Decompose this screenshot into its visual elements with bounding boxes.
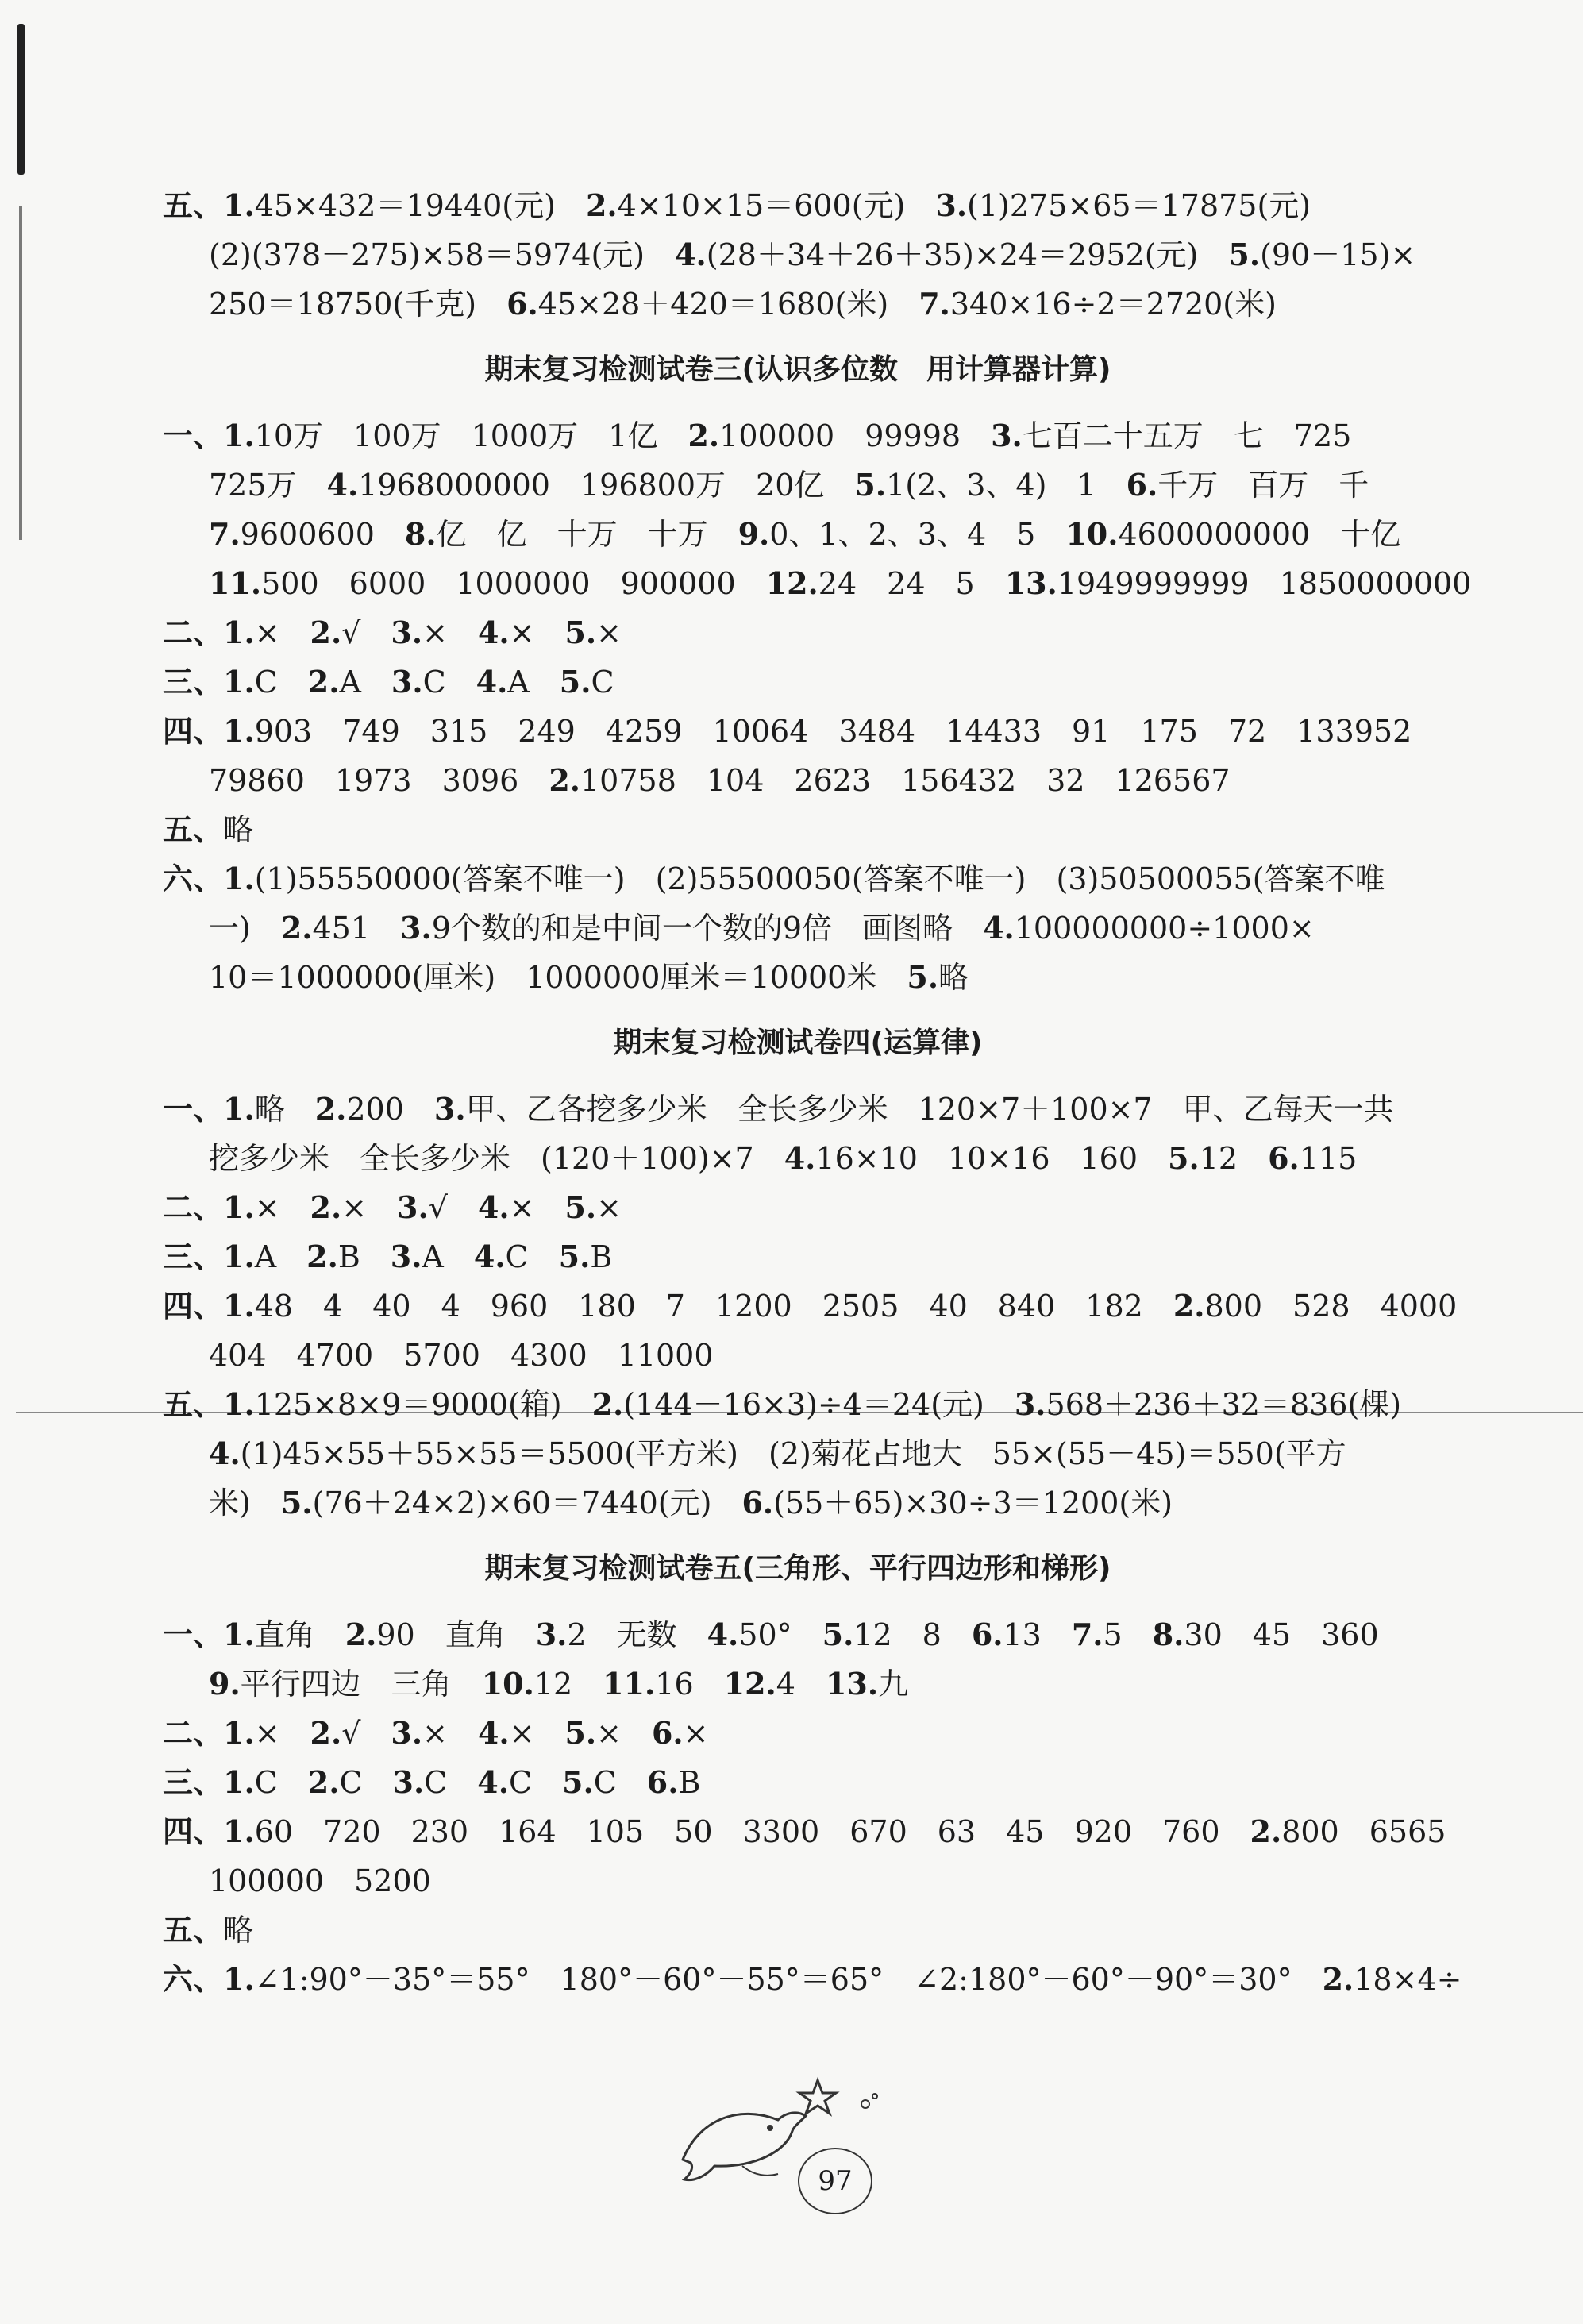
question-number: 2.	[310, 1715, 342, 1751]
question-number: 1.	[223, 1189, 255, 1225]
answer-text: C	[254, 665, 308, 700]
question-number: 2.	[310, 1189, 342, 1225]
question-number: 1.	[223, 187, 255, 223]
answer-text: C	[591, 665, 614, 700]
answer-text: ×	[509, 615, 565, 650]
answer-text: A	[507, 665, 560, 700]
answer-continuation	[163, 756, 1433, 805]
answer-text: 100000000÷1000×	[1014, 911, 1315, 946]
question-number: 3.	[991, 418, 1023, 453]
question-number: 11.	[209, 565, 262, 601]
question-number: 2.	[314, 1091, 347, 1127]
answer-text: 平行四边 三角	[240, 1667, 482, 1702]
answer-text: C	[505, 1239, 559, 1274]
question-number: 5.	[1228, 237, 1261, 272]
answer-text: 79860 1973 3096	[209, 763, 549, 798]
question-number: 4.	[477, 1764, 509, 1800]
question-number: 4.	[983, 910, 1015, 946]
question-number: 1.	[223, 418, 255, 453]
answer-text: 115	[1299, 1141, 1358, 1176]
answer-text: 18×4÷	[1354, 1962, 1462, 1997]
answer-continuation	[163, 1429, 1433, 1478]
section-title: 期末复习检测试卷三(认识多位数 用计算器计算)	[484, 353, 1111, 386]
answer-text: 略	[254, 1092, 315, 1127]
answer-line	[163, 1380, 1433, 1429]
answer-line	[163, 854, 1433, 904]
question-number: 3.	[391, 1715, 423, 1751]
answer-line	[163, 805, 1433, 854]
answer-text: C	[254, 1765, 308, 1800]
question-number: 8.	[404, 516, 437, 552]
answer-text: ×	[596, 1716, 652, 1751]
answer-continuation	[163, 1134, 1433, 1183]
answer-text: ×	[596, 1190, 622, 1225]
question-number: 9.	[209, 1666, 241, 1702]
question-number: 5.	[562, 1764, 594, 1800]
binding-edge	[17, 24, 25, 175]
question-number: 13.	[825, 1666, 879, 1702]
question-number: 1.	[223, 1617, 255, 1652]
question-number: 1.	[223, 1813, 255, 1849]
section-marker: 三、	[163, 664, 224, 700]
question-number: 1.	[223, 1764, 255, 1800]
answer-text: 米)	[209, 1486, 281, 1520]
section-marker: 六、	[163, 861, 224, 896]
section-marker: 三、	[163, 1764, 224, 1800]
question-number: 5.	[907, 959, 939, 995]
answer-line	[163, 181, 1433, 230]
answer-continuation	[163, 953, 1433, 1002]
question-number: 2.	[1173, 1288, 1205, 1324]
answer-line	[163, 1183, 1433, 1232]
question-number: 2.	[688, 418, 720, 453]
answer-text: 800 6565	[1281, 1814, 1446, 1849]
answer-text: ×	[683, 1716, 709, 1751]
answer-text: √	[341, 1716, 391, 1751]
question-number: 3.	[391, 615, 423, 650]
answer-text: 903 749 315 249 4259 10064 3484 14433 91 175 72 133952	[254, 714, 1412, 749]
answer-line	[163, 1281, 1458, 1331]
section-marker: 五、	[163, 811, 224, 847]
question-number: 3.	[935, 187, 968, 223]
answer-text: ×	[422, 1716, 478, 1751]
answer-line	[163, 1807, 1446, 1856]
question-number: 5.	[564, 615, 597, 650]
answer-text: 5	[1103, 1617, 1153, 1652]
answer-line	[163, 1906, 1433, 1955]
answer-text: 4	[776, 1667, 826, 1702]
answer-text: ×	[254, 1190, 310, 1225]
question-number: 2.	[310, 615, 342, 650]
answer-text: (144－16×3)÷4＝24(元)	[623, 1387, 1015, 1422]
answer-text: 直角	[254, 1617, 345, 1652]
answer-text: A	[422, 1239, 474, 1274]
answer-text: 九	[878, 1667, 909, 1702]
answer-text: 挖多少米 全长多少米 (120＋100)×7	[209, 1141, 784, 1176]
question-number: 5.	[564, 1715, 597, 1751]
section-marker: 五、	[163, 187, 224, 223]
question-number: 4.	[477, 615, 510, 650]
answer-text: 千万 百万 千	[1157, 468, 1369, 503]
section-marker: 五、	[163, 1386, 224, 1422]
answer-text: B	[678, 1765, 701, 1800]
answer-text: 4×10×15＝600(元)	[617, 188, 936, 223]
question-number: 9.	[738, 516, 770, 552]
question-number: 1.	[223, 1961, 255, 1997]
answer-text: 404 4700 5700 4300 11000	[209, 1338, 714, 1373]
question-number: 5.	[558, 1239, 591, 1274]
answer-text: ×	[341, 1190, 398, 1225]
question-number: 10.	[481, 1666, 534, 1702]
question-number: 4.	[473, 1239, 506, 1274]
answer-text: 340×16÷2＝2720(米)	[949, 287, 1277, 322]
answer-text: 45×28＋420＝1680(米)	[537, 287, 919, 322]
answer-text: 9个数的和是中间一个数的9倍 画图略	[431, 911, 984, 946]
question-number: 1.	[223, 1239, 255, 1274]
section-marker: 一、	[163, 1617, 224, 1652]
answer-text: (55＋65)×30÷3＝1200(米)	[773, 1486, 1173, 1520]
answer-text: C	[424, 1765, 478, 1800]
question-number: 3.	[392, 1764, 425, 1800]
answer-text: 24 24 5	[818, 566, 1005, 601]
answer-continuation	[163, 1659, 1433, 1709]
question-number: 1.	[223, 1715, 255, 1751]
section-marker: 一、	[163, 418, 224, 453]
answer-line	[163, 1758, 1433, 1807]
answer-text: (1)55550000(答案不唯一) (2)55500050(答案不唯一) (3)50500055(答案不唯	[254, 861, 1385, 896]
answer-line	[163, 1610, 1433, 1659]
answer-text: 9600600	[240, 517, 405, 552]
question-number: 6.	[506, 286, 538, 322]
answer-line	[163, 1232, 1433, 1281]
question-number: 2.	[591, 1386, 624, 1422]
answer-text: C	[422, 665, 476, 700]
question-number: 2.	[306, 1239, 338, 1274]
question-number: 5.	[854, 467, 887, 503]
answer-text: 1(2、3、4) 1	[886, 468, 1127, 503]
question-number: 5.	[564, 1189, 597, 1225]
section-marker: 三、	[163, 1239, 224, 1274]
answer-line	[163, 411, 1433, 461]
answer-text: 2 无数	[567, 1617, 707, 1652]
question-number: 2.	[307, 664, 340, 700]
answer-text: (1)275×65＝17875(元)	[967, 188, 1311, 223]
answer-text: 0、1、2、3、4 5	[769, 517, 1066, 552]
answer-text: (1)45×55＋55×55＝5500(平方米) (2)菊花占地大 55×(55－45)＝550(平方	[240, 1436, 1346, 1471]
answer-text: ×	[254, 615, 310, 650]
question-number: 6.	[651, 1715, 684, 1751]
answer-text: 100000 5200	[209, 1863, 431, 1898]
answer-line	[163, 657, 1433, 707]
question-number: 7.	[209, 516, 241, 552]
answer-text: C	[593, 1765, 647, 1800]
answer-text: 甲、乙各挖多少米 全长多少米 120×7＋100×7 甲、乙每天一共	[465, 1092, 1394, 1127]
question-number: 12.	[765, 565, 818, 601]
answer-text: ×	[422, 615, 478, 650]
answer-line	[163, 1709, 1433, 1758]
question-number: 6.	[971, 1617, 1003, 1652]
question-number: 4.	[784, 1140, 816, 1176]
question-number: 4.	[476, 664, 508, 700]
section-marker: 六、	[163, 1961, 224, 1997]
section-marker: 四、	[163, 1813, 224, 1849]
section-marker: 二、	[163, 615, 224, 650]
answer-continuation	[163, 279, 1433, 329]
answer-text: 1949999999 1850000000	[1057, 566, 1472, 601]
answer-text: (90－15)×	[1260, 237, 1416, 272]
answer-text: 48 4 40 4 960 180 7 1200 2505 40 840 182	[254, 1289, 1173, 1324]
answer-continuation	[163, 904, 1433, 953]
question-number: 5.	[280, 1485, 313, 1520]
answer-text: ×	[509, 1716, 565, 1751]
answer-text: 10万 100万 1000万 1亿	[254, 418, 688, 453]
question-number: 6.	[1268, 1140, 1300, 1176]
question-number: 3.	[400, 910, 432, 946]
answer-text: 12	[1199, 1141, 1269, 1176]
answer-line	[163, 608, 1433, 657]
starfish-icon	[799, 2080, 836, 2114]
answer-text: 12 8	[853, 1617, 972, 1652]
question-number: 2.	[345, 1617, 377, 1652]
answer-text: A	[254, 1239, 307, 1274]
section-marker: 二、	[163, 1189, 224, 1225]
question-number: 2.	[280, 910, 313, 946]
answer-text: 1968000000 196800万 20亿	[358, 468, 855, 503]
answer-text: √	[341, 615, 391, 650]
section-title: 期末复习检测试卷五(三角形、平行四边形和梯形)	[484, 1552, 1111, 1585]
answer-text: 90 直角	[376, 1617, 536, 1652]
answer-text: 50°	[738, 1617, 822, 1652]
question-number: 3.	[391, 664, 423, 700]
question-number: 1.	[223, 861, 255, 896]
answer-text: 568＋236＋32＝836(棵)	[1046, 1387, 1402, 1422]
question-number: 3.	[433, 1091, 466, 1127]
answer-text: 500 6000 1000000 900000	[261, 566, 766, 601]
section-marker: 四、	[163, 1288, 224, 1324]
question-number: 10.	[1065, 516, 1119, 552]
answer-text: 略	[223, 1913, 254, 1948]
answer-text: 略	[223, 812, 254, 847]
section-marker: 五、	[163, 1912, 224, 1948]
question-number: 4.	[675, 237, 707, 272]
question-number: 12.	[723, 1666, 776, 1702]
section-marker: 二、	[163, 1715, 224, 1751]
question-number: 5.	[559, 664, 591, 700]
answer-text: 100000 99998	[719, 418, 992, 453]
question-number: 8.	[1152, 1617, 1184, 1652]
section-marker: 一、	[163, 1091, 224, 1127]
answer-text: 60 720 230 164 105 50 3300 670 63 45 920 760	[254, 1814, 1250, 1849]
question-number: 4.	[477, 1189, 510, 1225]
answer-key-content	[163, 181, 1472, 2004]
question-number: 2.	[585, 187, 618, 223]
answer-continuation	[163, 1478, 1433, 1528]
question-number: 1.	[223, 1386, 255, 1422]
question-number: 3.	[397, 1189, 429, 1225]
answer-text: (28＋34＋26＋35)×24＝2952(元)	[706, 237, 1229, 272]
question-number: 3.	[390, 1239, 422, 1274]
answer-text: B	[590, 1239, 613, 1274]
answer-text: C	[508, 1765, 563, 1800]
answer-line	[163, 1085, 1433, 1134]
question-number: 7.	[919, 286, 950, 322]
question-number: 2.	[1322, 1961, 1354, 1997]
question-number: 6.	[646, 1764, 679, 1800]
answer-continuation	[163, 461, 1433, 510]
answer-text: 12	[533, 1667, 603, 1702]
answer-text: (2)(378－275)×58＝5974(元)	[209, 237, 676, 272]
answer-text: 30 45 360	[1184, 1617, 1379, 1652]
answer-text: 4600000000 十亿	[1118, 517, 1401, 552]
answer-text: 七百二十五万 七 725	[1022, 418, 1352, 453]
answer-text: 451	[312, 911, 401, 946]
answer-continuation	[163, 559, 1472, 608]
question-number: 1.	[223, 1091, 255, 1127]
question-number: 3.	[1014, 1386, 1046, 1422]
answer-line	[163, 707, 1433, 756]
answer-continuation	[163, 510, 1433, 559]
question-number: 13.	[1004, 565, 1057, 601]
answer-text: ×	[596, 615, 622, 650]
answer-continuation	[163, 1856, 1433, 1906]
question-number: 7.	[1071, 1617, 1103, 1652]
answer-text: A	[339, 665, 391, 700]
answer-text: ∠1:90°－35°＝55° 180°－60°－55°＝65° ∠2:180°－60°－90°＝30°	[254, 1962, 1323, 1997]
question-number: 2.	[307, 1764, 340, 1800]
section-title: 期末复习检测试卷四(运算律)	[613, 1027, 983, 1059]
answer-continuation	[163, 1331, 1433, 1380]
answer-text: C	[339, 1765, 393, 1800]
question-number: 1.	[223, 664, 255, 700]
question-number: 1.	[223, 713, 255, 749]
answer-text: 16×10 10×16 160	[815, 1141, 1169, 1176]
answer-text: 13	[1003, 1617, 1072, 1652]
answer-text: 250＝18750(千克)	[209, 287, 507, 322]
answer-text: 45×432＝19440(元)	[254, 188, 586, 223]
answer-text: √	[428, 1190, 478, 1225]
question-number: 5.	[1168, 1140, 1200, 1176]
question-number: 5.	[822, 1617, 854, 1652]
answer-text: 200	[346, 1092, 434, 1127]
page-number: 97	[798, 2148, 872, 2214]
answer-line	[163, 1955, 1462, 2004]
answer-text: 略	[938, 960, 969, 995]
answer-text: ×	[509, 1190, 565, 1225]
answer-text: 800 528 4000	[1204, 1289, 1458, 1324]
answer-text: 一)	[209, 911, 281, 946]
question-number: 4.	[326, 467, 359, 503]
answer-text: 亿 亿 十万 十万	[436, 517, 738, 552]
answer-text: 725万	[209, 468, 327, 503]
question-number: 6.	[1126, 467, 1158, 503]
answer-text: ×	[254, 1716, 310, 1751]
question-number: 6.	[741, 1485, 774, 1520]
answer-text: 10＝1000000(厘米) 1000000厘米＝10000米	[209, 960, 907, 995]
answer-text: B	[337, 1239, 391, 1274]
question-number: 1.	[223, 1288, 255, 1324]
question-number: 4.	[707, 1617, 739, 1652]
answer-text: (76＋24×2)×60＝7440(元)	[312, 1486, 742, 1520]
question-number: 2.	[1250, 1813, 1282, 1849]
answer-continuation	[163, 230, 1433, 279]
binding-edge-shadow	[19, 206, 22, 540]
question-number: 3.	[535, 1617, 568, 1652]
question-number: 1.	[223, 615, 255, 650]
question-number: 11.	[603, 1666, 656, 1702]
answer-text: 125×8×9＝9000(箱)	[254, 1387, 592, 1422]
question-number: 2.	[549, 762, 580, 798]
section-marker: 四、	[163, 713, 224, 749]
answer-text: 10758 104 2623 156432 32 126567	[580, 763, 1231, 798]
question-number: 4.	[209, 1436, 241, 1471]
question-number: 4.	[477, 1715, 510, 1751]
answer-text: 16	[655, 1667, 724, 1702]
